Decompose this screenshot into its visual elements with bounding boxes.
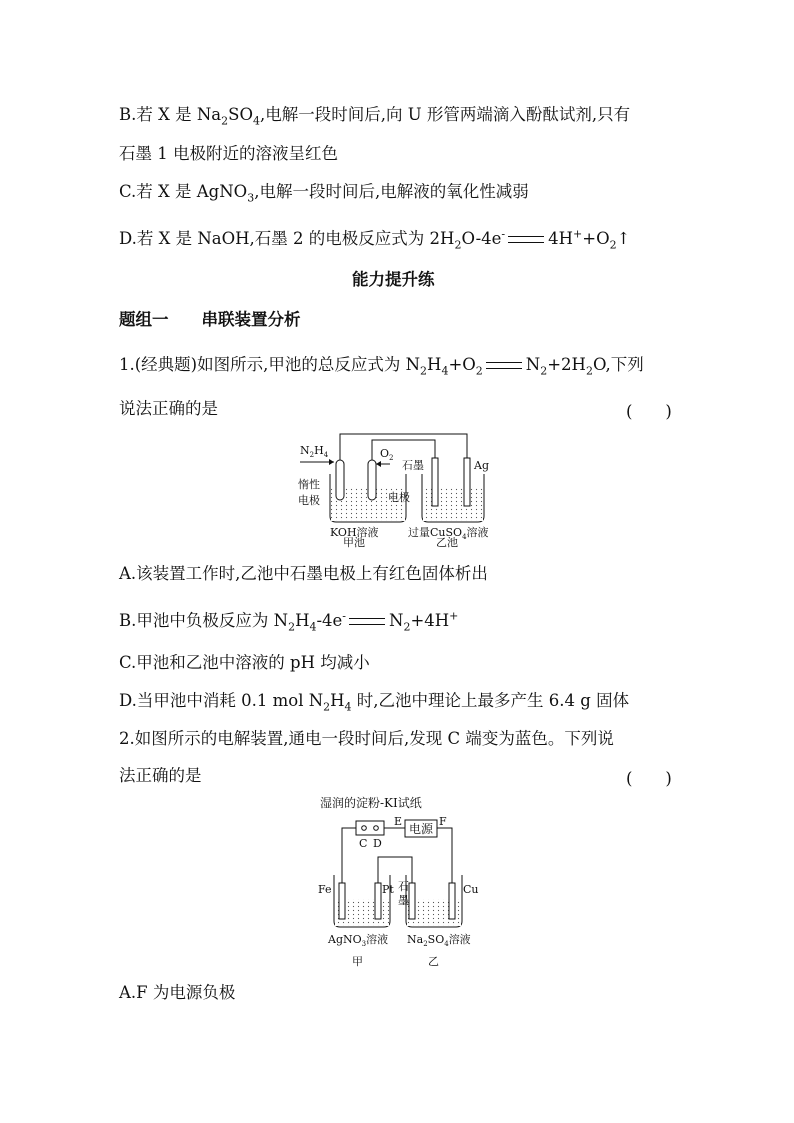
ki-paper-label: 湿润的淀粉-KI试纸 — [320, 796, 422, 810]
e-label: E — [394, 815, 403, 828]
fe-label: Fe — [318, 883, 332, 896]
option-b-prev-cont: 石墨 1 电极附近的溶液呈红色 — [119, 144, 338, 163]
q1-answer-paren: ( ) — [626, 402, 672, 421]
f-label: F — [439, 815, 447, 828]
q1-stem: 1.(经典题)如图所示,甲池的总反应式为 $N_2H_4+O_2$ $N_2+2H_2O$,下列 — [119, 355, 644, 378]
koh-label: KOH溶液 — [330, 526, 379, 539]
agno3-label: AgNO$_3$溶液 — [328, 933, 389, 948]
option-b-prev: B.若 X 是 $Na_2SO_4$,电解一段时间后,向 U 形管两端滴入酚酞试剂,只有 — [119, 105, 631, 128]
ag-label: Ag — [474, 459, 489, 472]
inert-label: 惰性 — [298, 478, 320, 491]
option-d-prev: D.若 X 是 NaOH,石墨 2 的电极反应式为 $2H_2O-4e^-$ $4H^++O_2↑$ — [119, 227, 631, 252]
q1-option-a: A.该装置工作时,乙池中石墨电极上有红色固体析出 — [119, 564, 488, 583]
cell-b-label: 乙 — [428, 955, 439, 968]
cuso4-label: 过量CuSO$_4$溶液 — [408, 526, 489, 541]
graphite-label-2: 墨 — [398, 894, 409, 907]
q1-figure — [290, 428, 510, 552]
cell-a-label: 甲 — [352, 955, 363, 968]
q1-option-d: D.当甲池中消耗 0.1 mol $N_2H_4$ 时,乙池中理论上最多产生 6.4 g 固体 — [119, 691, 630, 714]
n2h4-label: $N_2H_4$ — [300, 444, 329, 459]
q1-option-c: C.甲池和乙池中溶液的 pH 均减小 — [119, 653, 370, 672]
o2-label: $O_2$ — [380, 447, 394, 462]
electrode-right-label: 电极 — [388, 491, 410, 504]
q2-stem: 2.如图所示的电解装置,通电一段时间后,发现 C 端变为蓝色。下列说 — [119, 729, 614, 748]
pt-label: Pt — [382, 883, 394, 896]
graphite-label: 石墨 — [402, 459, 424, 472]
d-label: D — [373, 837, 382, 850]
na2so4-label: $Na_2SO_4$溶液 — [407, 933, 471, 948]
equation-sign — [508, 236, 544, 243]
option-c-prev: C.若 X 是 AgNO$_3$,电解一段时间后,电解液的氧化性减弱 — [119, 182, 529, 205]
q2-figure — [312, 793, 492, 971]
q2-stem-cont: 法正确的是 — [119, 766, 202, 785]
cell-a-label: 甲池 — [343, 536, 365, 549]
cu-label: Cu — [463, 883, 479, 896]
q1-stem-cont: 说法正确的是 — [119, 399, 218, 418]
equation-sign — [486, 362, 522, 369]
group-title: 题组一 串联装置分析 — [119, 310, 301, 329]
equation-sign — [349, 618, 385, 625]
section-title: 能力提升练 — [352, 270, 435, 289]
q1-option-b: B.甲池中负极反应为 $N_2H_4-4e^-$ $N_2+4H^+$ — [119, 609, 459, 634]
cell-b-label: 乙池 — [436, 536, 458, 549]
graphite-label-1: 石 — [398, 880, 409, 893]
power-label: 电源 — [409, 822, 434, 836]
electrode-left-label: 电极 — [298, 494, 320, 507]
c-label: C — [359, 837, 368, 850]
q2-option-a: A.F 为电源负极 — [119, 983, 236, 1002]
q2-answer-paren: ( ) — [626, 769, 672, 788]
